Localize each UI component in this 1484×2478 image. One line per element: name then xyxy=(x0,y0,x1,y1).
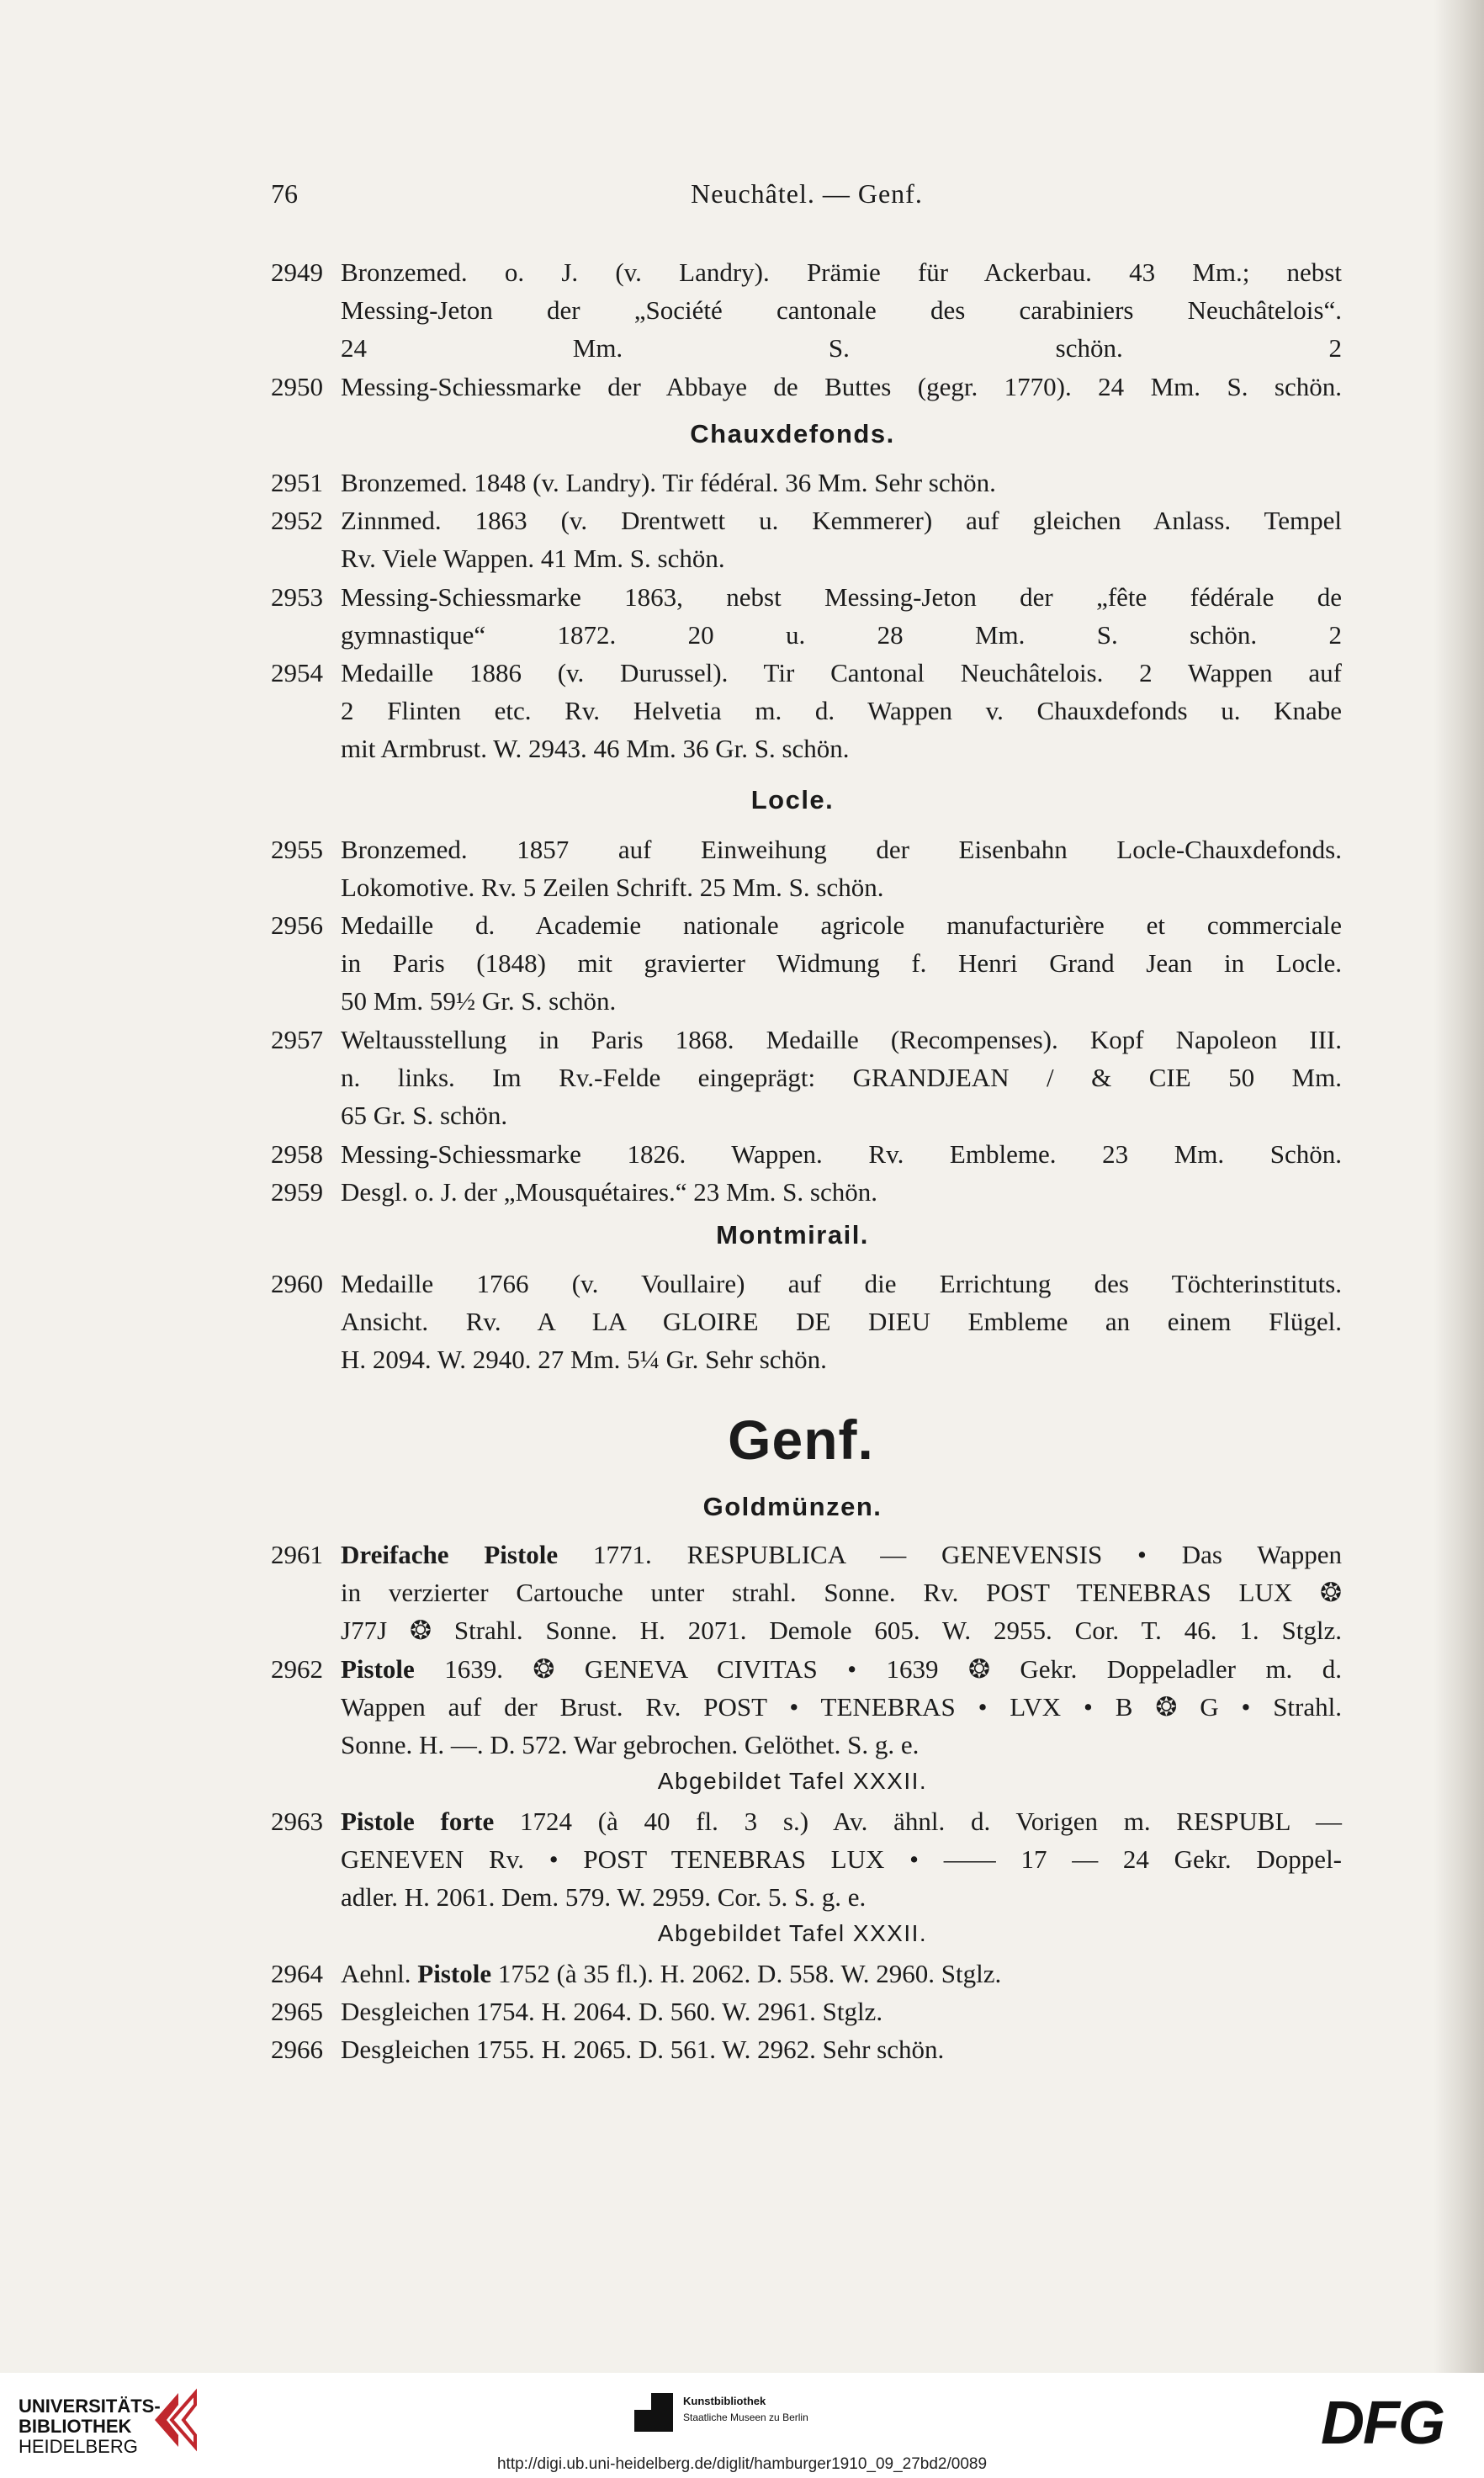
entry-line: 65 Gr. S. schön. xyxy=(341,1101,508,1130)
entry-number: 2952 xyxy=(271,506,323,535)
entry-line: Weltausstellung in Paris 1868. Medaille (Recompenses). Kopf Napoleon III. xyxy=(341,1025,1342,1054)
library-name-line: UNIVERSITÄTS- xyxy=(19,2396,161,2417)
entry-line: J77J ❂ Strahl. Sonne. H. 2071. Demole 605. W. 2955. Cor. T. 46. 1. Stglz. xyxy=(341,1616,1342,1645)
lemma-bold: Pistole xyxy=(341,1654,415,1684)
entry-line: Bronzemed. 1848 (v. Landry). Tir fédéral. 36 Mm. Sehr schön. xyxy=(341,468,996,497)
entry-number: 2958 xyxy=(271,1139,323,1169)
entry-number: 2962 xyxy=(271,1654,323,1684)
entry-line xyxy=(341,1536,1342,1573)
entry-line xyxy=(341,1651,1342,1688)
entry-line: gymnastique“ 1872. 20 u. 28 Mm. S. schön. 2 xyxy=(341,620,1342,650)
university-library-logo-icon xyxy=(148,2386,207,2455)
kunstbibliothek-logo-icon xyxy=(633,2391,675,2433)
page-url-link[interactable]: http://digi.ub.uni-heidelberg.de/diglit/hamburger1910_09_27bd2/0089 xyxy=(496,2455,988,2473)
entry-line: Medaille 1766 (v. Voullaire) auf die Errichtung des Töchterinstituts. xyxy=(341,1269,1342,1298)
entry-line: Medaille 1886 (v. Durussel). Tir Cantonal Neuchâtelois. 2 Wappen auf xyxy=(341,658,1342,687)
entry-line: 50 Mm. 59½ Gr. S. schön. xyxy=(341,986,617,1016)
partner-subname: Staatliche Museen zu Berlin xyxy=(683,2412,808,2423)
entry-line: Messing-Schiessmarke 1826. Wappen. Rv. Embleme. 23 Mm. Schön. xyxy=(341,1139,1342,1169)
entry-line: Bronzemed. o. J. (v. Landry). Prämie für Ackerbau. 43 Mm.; nebst xyxy=(341,257,1342,287)
entry-number: 2964 xyxy=(271,1959,323,1988)
entry-line: GENEVEN Rv. • POST TENEBRAS LUX • —— 17 — 24 Gekr. Doppel- xyxy=(341,1844,1342,1874)
entry-line: Desgl. o. J. der „Mousquétaires.“ 23 Mm. S. schön. xyxy=(341,1177,877,1207)
entry-line: H. 2094. W. 2940. 27 Mm. 5¼ Gr. Sehr schön. xyxy=(341,1345,827,1374)
entry-line xyxy=(341,1803,1342,1840)
entry-number: 2959 xyxy=(271,1177,323,1207)
entry-line: Desgleichen 1754. H. 2064. D. 560. W. 2961. Stglz. xyxy=(341,1997,883,2026)
section-heading-montmirail: Montmirail. xyxy=(716,1220,869,1250)
entry-line: adler. H. 2061. Dem. 579. W. 2959. Cor. 5. S. g. e. xyxy=(341,1882,867,1912)
entry-line: 2 Flinten etc. Rv. Helvetia m. d. Wappen v. Chauxdefonds u. Knabe xyxy=(341,696,1342,725)
dfg-logo: DFG xyxy=(1321,2390,1444,2457)
entry-line: in Paris (1848) mit gravierter Widmung f. Henri Grand Jean in Locle. xyxy=(341,948,1342,978)
entry-number: 2950 xyxy=(271,372,323,401)
section-heading-genf: Genf. xyxy=(728,1409,874,1471)
entry-number: 2953 xyxy=(271,582,323,612)
entry-line: Messing-Schiessmarke der Abbaye de Buttes (gegr. 1770). 24 Mm. S. schön. xyxy=(341,372,1342,401)
entry-number: 2951 xyxy=(271,468,323,497)
entry-line: Wappen auf der Brust. Rv. POST • TENEBRAS • LVX • B ❂ G • Strahl. xyxy=(341,1692,1342,1722)
entry-number: 2955 xyxy=(271,835,323,864)
entry-line: mit Armbrust. W. 2943. 46 Mm. 36 Gr. S. schön. xyxy=(341,734,850,763)
line-text: 1639. ❂ GENEVA CIVITAS • 1639 ❂ Gekr. Doppeladler m. d. xyxy=(414,1654,1342,1684)
entry-line: n. links. Im Rv.-Felde eingeprägt: GRANDJEAN / & CIE 50 Mm. xyxy=(341,1063,1342,1092)
line-text: 1752 (à 35 fl.). H. 2062. D. 558. W. 2960. Stglz. xyxy=(491,1959,1002,1988)
line-text: Aehnl. xyxy=(341,1959,418,1988)
entry-number: 2965 xyxy=(271,1997,323,2026)
entry-line xyxy=(341,1955,1342,1992)
entry-line: Desgleichen 1755. H. 2065. D. 561. W. 2962. Sehr schön. xyxy=(341,2035,945,2064)
entry-number: 2957 xyxy=(271,1025,323,1054)
page-number: 76 xyxy=(271,178,298,209)
entry-number: 2954 xyxy=(271,658,323,687)
line-text: 1771. RESPUBLICA — GENEVENSIS • Das Wappen xyxy=(558,1540,1342,1569)
entry-line: Bronzemed. 1857 auf Einweihung der Eisenbahn Locle-Chauxdefonds. xyxy=(341,835,1342,864)
section-heading-chauxdefonds: Chauxdefonds. xyxy=(690,419,895,448)
entry-line: Zinnmed. 1863 (v. Drentwett u. Kemmerer) auf gleichen Anlass. Tempel xyxy=(341,506,1342,535)
section-heading-goldmuenzen: Goldmünzen. xyxy=(702,1492,882,1521)
entry-number: 2956 xyxy=(271,910,323,940)
running-title: Neuchâtel. — Genf. xyxy=(691,178,923,209)
entry-line: Medaille d. Academie nationale agricole manufacturière et commerciale xyxy=(341,910,1342,940)
partner-name: Kunstbibliothek xyxy=(683,2395,766,2407)
entry-number: 2966 xyxy=(271,2035,323,2064)
entry-number: 2963 xyxy=(271,1807,323,1836)
lemma-bold: Dreifache Pistole xyxy=(341,1540,559,1569)
entry-line: 24 Mm. S. schön. 2 xyxy=(341,333,1342,363)
entry-line: Ansicht. Rv. A LA GLOIRE DE DIEU Embleme an einem Flügel. xyxy=(341,1307,1342,1336)
entry-number: 2949 xyxy=(271,257,323,287)
entry-line: Messing-Schiessmarke 1863, nebst Messing-Jeton der „fête fédérale de xyxy=(341,582,1342,612)
entry-line: Sonne. H. —. D. 572. War gebrochen. Gelöthet. S. g. e. xyxy=(341,1730,920,1759)
library-logo-text xyxy=(19,2396,161,2457)
lemma-bold: Pistole forte xyxy=(341,1807,495,1836)
entry-line: Messing-Jeton der „Société cantonale des carabiniers Neuchâtelois“. xyxy=(341,295,1342,325)
page-edge-shadow xyxy=(1434,0,1484,2373)
library-name-line: BIBLIOTHEK xyxy=(19,2416,132,2437)
line-text: 1724 (à 40 fl. 3 s.) Av. ähnl. d. Vorigen m. RESPUBL — xyxy=(494,1807,1342,1836)
entry-number: 2960 xyxy=(271,1269,323,1298)
footer-bar xyxy=(0,2373,1484,2478)
plate-caption: Abgebildet Tafel XXXII. xyxy=(657,1920,928,1946)
entry-line: Lokomotive. Rv. 5 Zeilen Schrift. 25 Mm. S. schön. xyxy=(341,873,884,902)
entry-line: Rv. Viele Wappen. 41 Mm. S. schön. xyxy=(341,544,725,573)
section-heading-locle: Locle. xyxy=(750,785,835,815)
entry-number: 2961 xyxy=(271,1540,323,1569)
plate-caption: Abgebildet Tafel XXXII. xyxy=(657,1768,928,1794)
library-name-line: HEIDELBERG xyxy=(19,2436,138,2457)
entry-line: in verzierter Cartouche unter strahl. Sonne. Rv. POST TENEBRAS LUX ❂ xyxy=(341,1578,1342,1607)
lemma-bold: Pistole xyxy=(417,1959,492,1988)
